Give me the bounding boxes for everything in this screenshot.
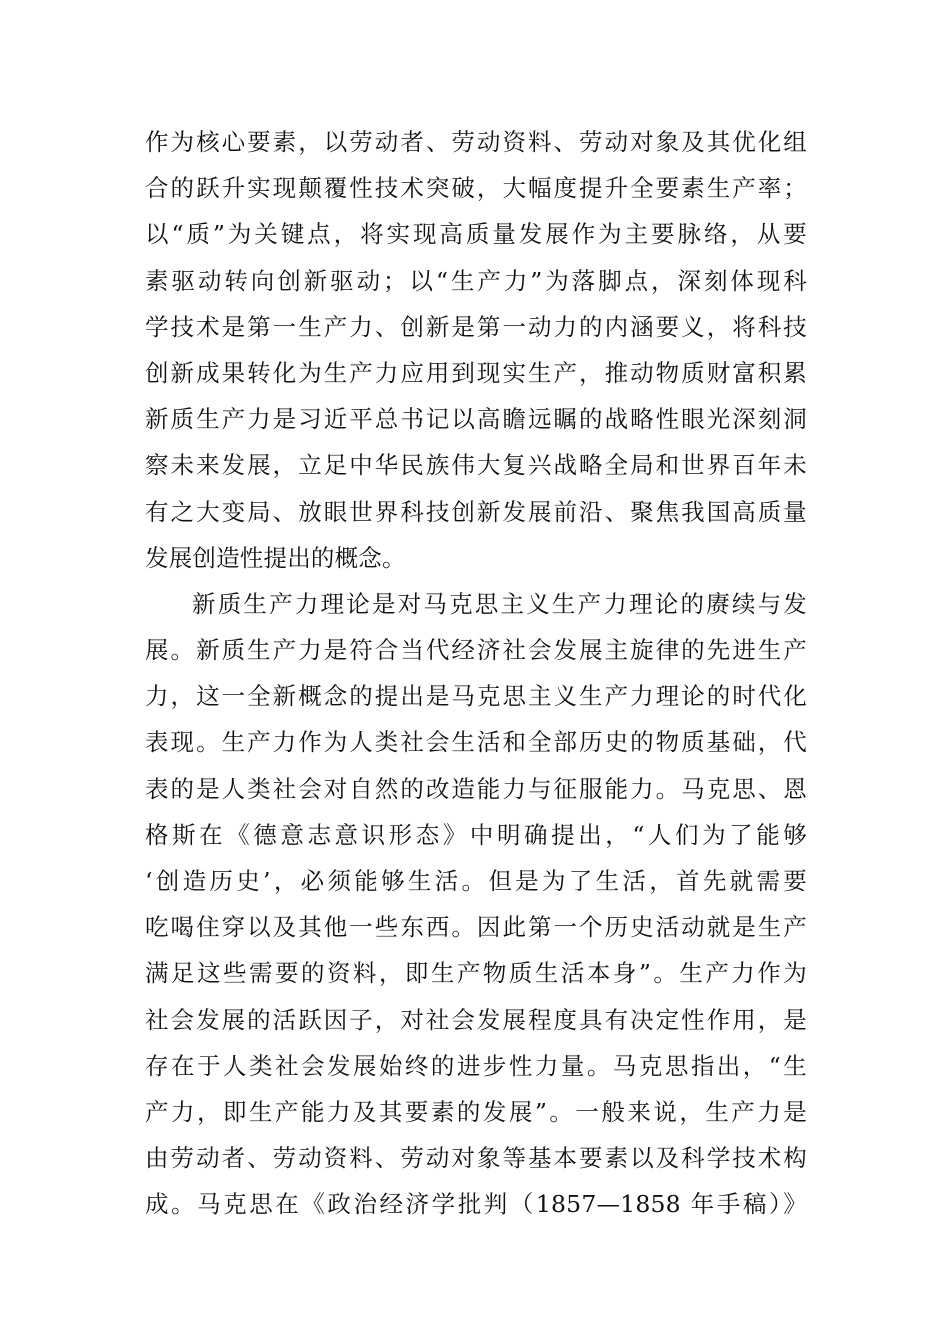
text-line: 表的是人类社会对自然的改造能力与征服能力。马克思、恩 bbox=[145, 774, 807, 803]
text-line: 以“质”为关键点，将实现高质量发展作为主要脉络，从要 bbox=[145, 220, 807, 249]
text-line: 展。新质生产力是符合当代经济社会发展主旋律的先进生产 bbox=[145, 636, 807, 665]
text-line: 力，这一全新概念的提出是马克思主义生产力理论的时代化 bbox=[145, 682, 807, 711]
text-line: 察未来发展，立足中华民族伟大复兴战略全局和世界百年未 bbox=[145, 451, 807, 480]
text-line: 产力，即生产能力及其要素的发展”。一般来说，生产力是 bbox=[145, 1097, 807, 1126]
body-text bbox=[145, 119, 807, 1228]
text-line: 格斯在《德意志意识形态》中明确提出，“人们为了能够 bbox=[145, 820, 807, 849]
text-line: ‘创造历史’，必须能够生活。但是为了生活，首先就需要 bbox=[145, 867, 807, 895]
text-line: 合的跃升实现颠覆性技术突破，大幅度提升全要素生产率； bbox=[145, 174, 807, 203]
text-line: 素驱动转向创新驱动；以“生产力”为落脚点，深刻体现科 bbox=[145, 266, 807, 295]
text-line: 创新成果转化为生产力应用到现实生产，推动物质财富积累 bbox=[145, 358, 807, 387]
text-line: 学技术是第一生产力、创新是第一动力的内涵要义，将科技 bbox=[145, 312, 807, 341]
text-line: 表现。生产力作为人类社会生活和全部历史的物质基础，代 bbox=[145, 728, 807, 757]
text-line: 满足这些需要的资料，即生产物质生活本身”。生产力作为 bbox=[145, 959, 807, 988]
text-line: 有之大变局、放眼世界科技创新发展前沿、聚焦我国高质量 bbox=[145, 497, 807, 526]
text-line: 存在于人类社会发展始终的进步性力量。马克思指出，“生 bbox=[145, 1051, 807, 1080]
text-line: 社会发展的活跃因子，对社会发展程度具有决定性作用，是 bbox=[145, 1005, 807, 1034]
text-line: 作为核心要素，以劳动者、劳动资料、劳动对象及其优化组 bbox=[145, 128, 807, 156]
text-line: 成。马克思在《政治经济学批判（1857—1858 年手稿）》 bbox=[145, 1190, 807, 1219]
paragraph-first-line: 新质生产力理论是对马克思主义生产力理论的赓续与发 bbox=[192, 589, 807, 618]
text-line: 吃喝住穿以及其他一些东西。因此第一个历史活动就是生产 bbox=[145, 913, 807, 942]
text-line: 发展创造性提出的概念。 bbox=[145, 543, 406, 572]
text-line: 由劳动者、劳动资料、劳动对象等基本要素以及科学技术构 bbox=[145, 1144, 807, 1173]
text-line: 新质生产力是习近平总书记以高瞻远瞩的战略性眼光深刻洞 bbox=[145, 405, 807, 434]
